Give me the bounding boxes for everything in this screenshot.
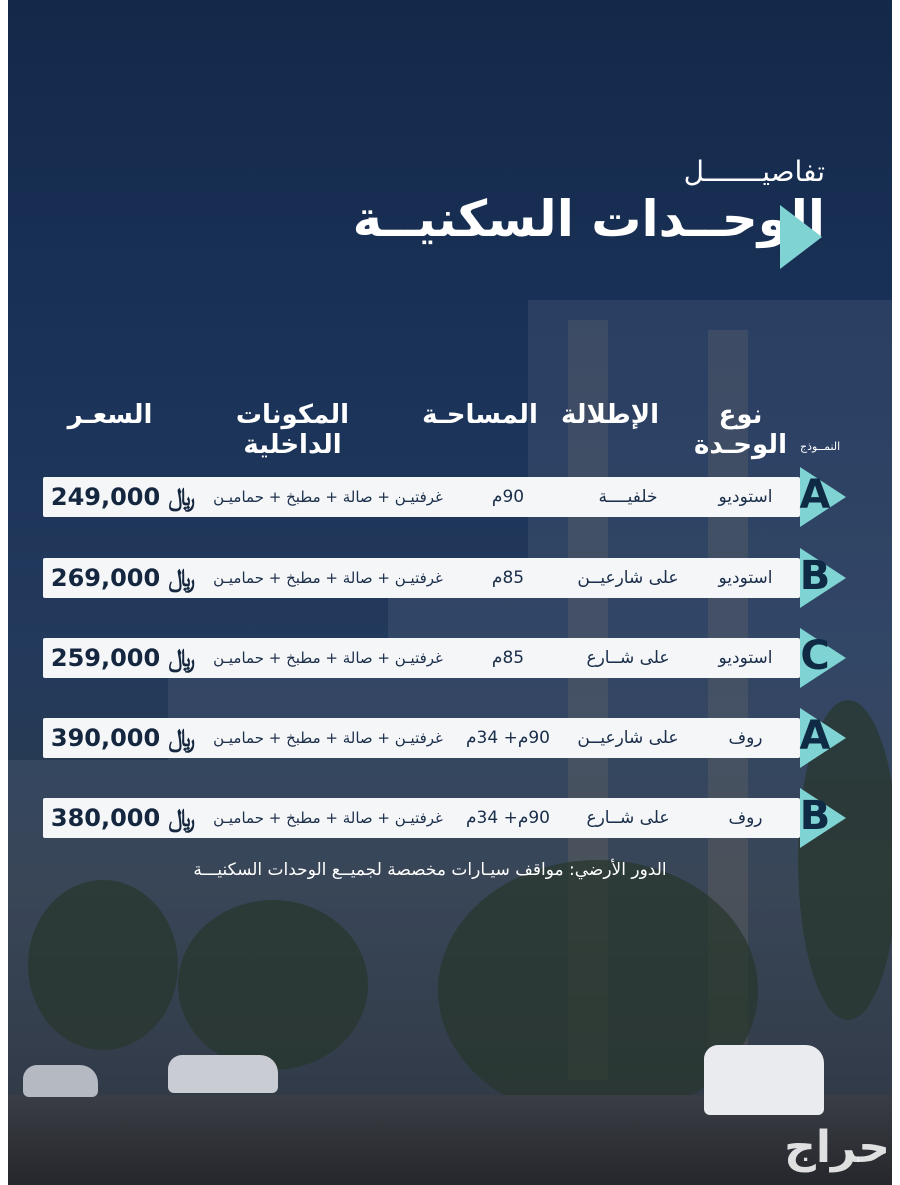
header-price: السعـر <box>67 400 153 430</box>
cell-area: 85م <box>491 568 525 588</box>
cell-price: 380,000 ﷼ <box>50 804 196 832</box>
cell-view: على شارعيــن <box>577 568 679 588</box>
cell-view: خلفيــــة <box>598 487 658 507</box>
table-row <box>43 638 800 678</box>
tree <box>178 900 368 1070</box>
cell-view: على شارعيــن <box>577 728 679 748</box>
cell-area: 90م+ 34م <box>466 808 550 828</box>
title-small: تفاصيـــــــل <box>683 155 825 188</box>
title-triangle-icon <box>780 205 822 269</box>
model-letter: A <box>799 472 831 518</box>
table-row <box>43 477 800 517</box>
header-view: الإطلالة <box>560 400 660 430</box>
cell-components: غرفتيـن + صالة + مطبخ + حماميـن <box>213 809 443 827</box>
cell-components: غرفتيـن + صالة + مطبخ + حماميـن <box>213 488 443 506</box>
model-letter: B <box>799 793 831 839</box>
cell-type: استوديو <box>718 568 773 588</box>
model-letter: C <box>800 633 830 679</box>
page-title: الوحــدات السكنيــة <box>352 190 825 248</box>
cell-type: روف <box>728 728 763 748</box>
header-area: المساحـة <box>422 400 538 430</box>
car <box>23 1065 98 1097</box>
model-letter: B <box>799 553 831 599</box>
model-letter: A <box>799 713 831 759</box>
cell-price: 259,000 ﷼ <box>50 644 196 672</box>
cell-price: 390,000 ﷼ <box>50 724 196 752</box>
table-row <box>43 558 800 598</box>
car <box>704 1045 824 1115</box>
cell-price: 269,000 ﷼ <box>50 564 196 592</box>
header-components: المكونات الداخلية <box>235 400 350 460</box>
cell-components: غرفتيـن + صالة + مطبخ + حماميـن <box>213 569 443 587</box>
cell-area: 90م+ 34م <box>466 728 550 748</box>
parking-note: الدور الأرضي: مواقف سيـارات مخصصة لجميــع الوحدات السكنيـــة <box>193 860 667 880</box>
cell-type: روف <box>728 808 763 828</box>
cell-area: 90م <box>491 487 525 507</box>
cell-type: استوديو <box>718 648 773 668</box>
table-row <box>43 718 800 758</box>
header-model: النمــوذج <box>800 440 841 453</box>
cell-price: 249,000 ﷼ <box>50 483 196 511</box>
car <box>168 1055 278 1093</box>
haraj-watermark-logo: حراج <box>784 1122 890 1173</box>
header-type: نوع الوحـدة <box>694 400 787 460</box>
table-row <box>43 798 800 838</box>
cell-type: استوديو <box>718 487 773 507</box>
cell-area: 85م <box>491 648 525 668</box>
cell-components: غرفتيـن + صالة + مطبخ + حماميـن <box>213 649 443 667</box>
tree <box>28 880 178 1050</box>
cell-view: على شــارع <box>586 648 670 668</box>
cell-view: على شــارع <box>586 808 670 828</box>
cell-components: غرفتيـن + صالة + مطبخ + حماميـن <box>213 729 443 747</box>
